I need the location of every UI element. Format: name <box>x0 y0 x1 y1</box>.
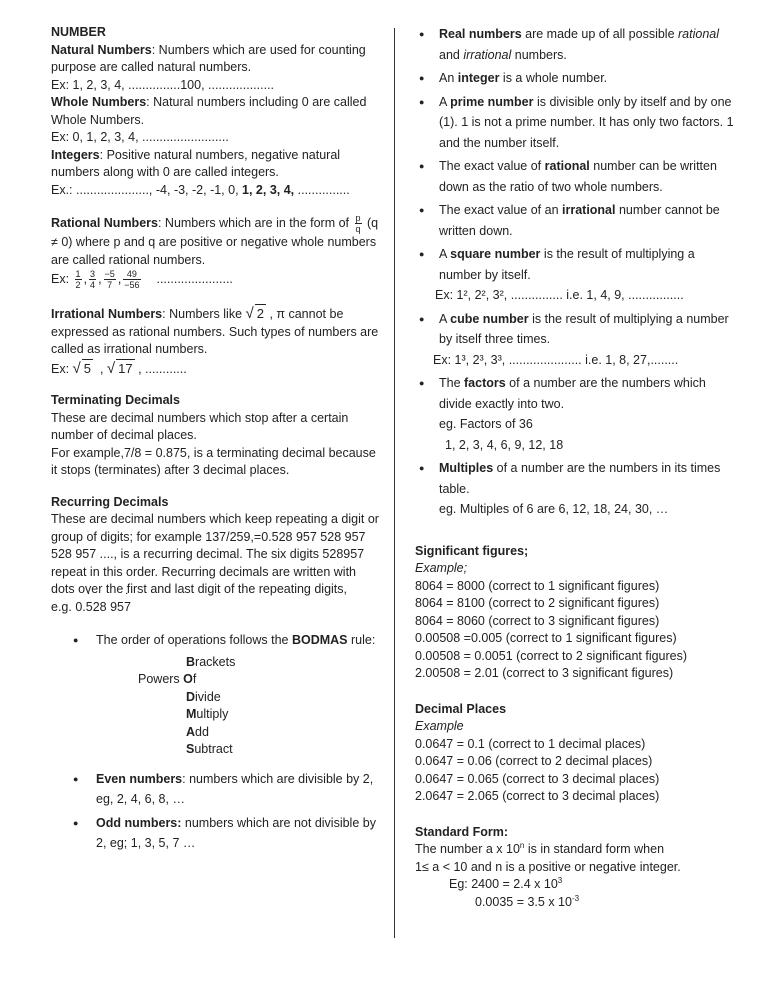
irrational-value-bullet: ● The exact value of an irrational number cannot be written down. <box>415 200 735 241</box>
standard-form-section <box>415 824 735 912</box>
prime-number-bullet: ● A prime number is divisible only by itself and by one (1). 1 is not a prime number. It has only two factors. 1 and the number itself. <box>415 92 735 154</box>
right-column <box>415 24 735 911</box>
bodmas-divide: Divide <box>186 689 221 704</box>
recurring-decimals-heading: Recurring Decimals <box>51 494 169 509</box>
p-over-q-fraction: $\frac{p}{q}$ <box>355 213 361 234</box>
decimal-places-heading: Decimal Places <box>415 701 507 716</box>
irrational-numbers-example: Ex: √ 5 , √ 17 , ............ <box>51 359 187 377</box>
rational-value-bullet: ● The exact value of rational number can be written down as the ratio of two whole numbers. <box>415 156 735 197</box>
bodmas-multiply: Multiply <box>186 707 229 721</box>
square-number-bullet: ● A square number is the result of multiplying a number by itself. Ex: 1², 2², 3², ............... i.e. 1, 4, 9, ................ <box>415 244 735 306</box>
number-heading: NUMBER <box>51 25 106 39</box>
bodmas-add: Add <box>186 724 209 739</box>
recurring-decimals-body: These are decimal numbers which keep repeating a digit or group of digits; for example 137/259,=0.528 957 528 957 528 957 ...., is a recurring decimal. The six digits 528957 repeat in this order. Recurring decimals are written with dots over the first and last digit of the repeating digits, <box>51 512 379 596</box>
natural-numbers-definition: Natural Numbers: Numbers which are used for counting purpose are called natural numbers. <box>51 42 366 74</box>
terminating-decimals-heading: Terminating Decimals <box>51 393 180 407</box>
left-column <box>51 24 381 857</box>
significant-figures-example-label: Example; <box>415 561 468 575</box>
even-numbers-bullet: ● Even numbers: numbers which are divisible by 2, eg, 2, 4, 6, 8, … <box>51 769 381 810</box>
terminating-decimals-body: These are decimal numbers which stop after a certain number of decimal places. <box>51 410 349 442</box>
multiples-eg: eg. Multiples of 6 are 6, 12, 18, 24, 30, … <box>439 502 669 516</box>
factors-eg: eg. Factors of 36 <box>439 417 533 431</box>
multiples-bullet: ● Multiples of a number are the numbers in its times table. eg. Multiples of 6 are 6, 12, 18, 24, 30, … <box>415 458 735 520</box>
integers-definition: Integers: Positive natural numbers, negative natural numbers along with 0 are called integers. <box>51 147 341 179</box>
column-divider <box>394 28 395 938</box>
rational-numbers-definition: Rational Numbers: Numbers which are in the form of $\frac{p}{q}$ (q ≠ 0) where p and q are positive or negative whole numbers are called rational numbers. <box>51 213 379 267</box>
significant-figures-section <box>415 543 735 683</box>
bodmas-powers-of: Powers Of <box>138 672 197 686</box>
decimal-line: 0.0647 = 0.06 (correct to 2 decimal places) <box>415 754 653 768</box>
real-numbers-bullet: ● Real numbers are made up of all possible rational and irrational numbers. <box>415 24 735 65</box>
sigfig-line: 0.00508 =0.005 (correct to 1 significant figures) <box>415 631 677 645</box>
decimal-places-example-label: Example <box>415 719 464 733</box>
natural-numbers-example: Ex: 1, 2, 3, 4, ...............100, ................... <box>51 77 275 92</box>
decimal-places-section <box>415 701 735 806</box>
irrational-numbers-definition: Irrational Numbers: Numbers like √ 2 , π cannot be expressed as rational numbers. Such types of numbers are called as irrational numbers. <box>51 305 379 356</box>
whole-numbers-definition: Whole Numbers: Natural numbers including 0 are called Whole Numbers. <box>51 95 367 127</box>
terminating-decimals-example: For example,7/8 = 0.875, is a terminating decimal because it stops (terminates) after 3 decimal places. <box>51 445 376 477</box>
bodmas-subtract: Subtract <box>186 742 233 756</box>
standard-form-eg1: Eg: 2400 = 2.4 x $10^3$ <box>449 875 563 891</box>
rational-numbers-example: Ex: $\frac{1}{2}$ , $\frac{3}{4}$ , $\frac{-5}{7}$ , $\frac{49}{-56}$ ...................... <box>51 269 233 290</box>
bodmas-bullet: ● The order of operations follows the BODMAS rule: <box>51 630 381 651</box>
sigfig-line: 8064 = 8000 (correct to 1 significant figures) <box>415 578 660 593</box>
standard-form-line2: 1≤ a < 10 and n is a positive or negative integer. <box>415 859 681 874</box>
cube-number-example: Ex: 1³, 2³, 3³, ..................... i.e. 1, 8, 27,........ <box>433 352 679 367</box>
integers-example: Ex.: ....................., -4, -3, -2, -1, 0, 1, 2, 3, 4, ............... <box>51 182 350 197</box>
factors-bullet: ● The factors of a number are the numbers which divide exactly into two. eg. Factors of 36 1, 2, 3, 4, 6, 9, 12, 18 <box>415 373 735 455</box>
standard-form-heading: Standard Form: <box>415 824 509 839</box>
decimal-line: 0.0647 = 0.065 (correct to 3 decimal places) <box>415 771 660 786</box>
factors-list: 1, 2, 3, 4, 6, 9, 12, 18 <box>445 437 564 452</box>
sigfig-line: 2.00508 = 2.01 (correct to 3 significant figures) <box>415 666 674 680</box>
sigfig-line: 0.00508 = 0.0051 (correct to 2 significant figures) <box>415 648 688 663</box>
sigfig-line: 8064 = 8060 (correct to 3 significant figures) <box>415 613 660 628</box>
whole-numbers-example: Ex: 0, 1, 2, 3, 4, ......................... <box>51 130 229 144</box>
recurring-decimals-example: e.g. 0.˙ 528 95˙ 7 <box>51 599 381 617</box>
significant-figures-heading: Significant figures; <box>415 543 529 558</box>
decimal-line: 2.0647 = 2.065 (correct to 3 decimal places) <box>415 789 660 803</box>
bodmas-list <box>51 654 381 759</box>
cube-number-bullet: ● A cube number is the result of multiplying a number by itself three times. Ex: 1³, 2³, 3³, ..................... i.e. 1, 8, 27,........ <box>415 309 735 371</box>
standard-form-line1: The number a x 10$^n$ is in standard form when <box>415 840 665 856</box>
standard-form-eg2: 0.0035 = 3.5 x $10^{-3}$ <box>475 893 580 909</box>
decimal-line: 0.0647 = 0.1 (correct to 1 decimal places) <box>415 736 646 751</box>
integer-bullet: ● An integer is a whole number. <box>415 68 735 89</box>
sigfig-line: 8064 = 8100 (correct to 2 significant figures) <box>415 596 660 610</box>
square-number-example: Ex: 1², 2², 3², ............... i.e. 1, 4, 9, ................ <box>435 288 684 302</box>
bodmas-brackets: Brackets <box>186 654 236 669</box>
odd-numbers-bullet: ● Odd numbers: numbers which are not divisible by 2, eg; 1, 3, 5, 7 … <box>51 813 381 854</box>
